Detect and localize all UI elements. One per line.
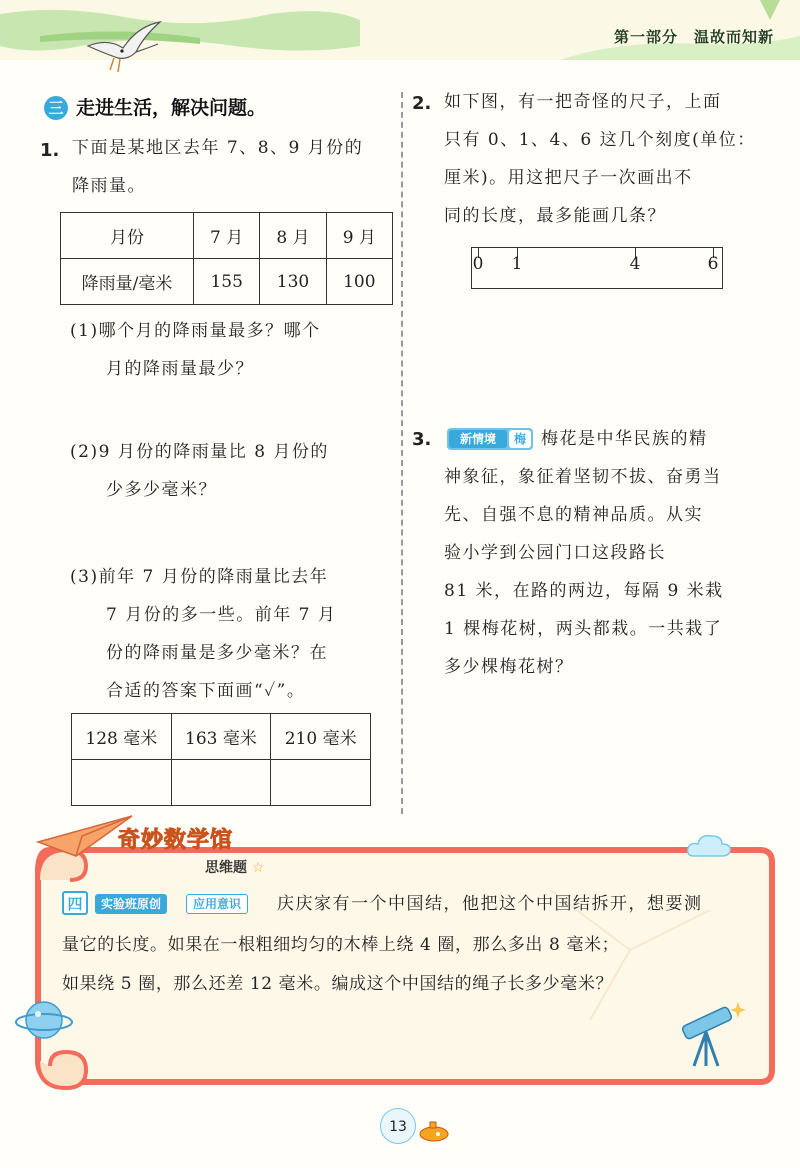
answer-cell[interactable] — [271, 760, 371, 806]
ruler-mark-label: 0 — [472, 254, 484, 274]
text-line: (2)9 月份的降雨量比 8 月份的 — [70, 442, 329, 462]
table-row — [61, 259, 393, 305]
header-part: 第一部分 — [613, 28, 678, 46]
answer-option: 128 毫米 — [72, 714, 172, 760]
tag-original: 实验班原创 — [95, 894, 167, 914]
text-line: 神象征，象征着坚韧不拔、奋勇当 — [444, 467, 722, 487]
star-icon: ☆ — [251, 860, 265, 876]
rainfall-table — [60, 212, 393, 305]
answer-table — [71, 713, 371, 806]
badge-sub-label: 梅 — [509, 430, 531, 448]
text-line: 同的长度，最多能画几条？ — [444, 206, 666, 226]
banner-subtitle — [205, 857, 264, 877]
answer-cell[interactable] — [171, 760, 271, 806]
answer-option: 163 毫米 — [171, 714, 271, 760]
text-line: 如下图，有一把奇怪的尺子，上面 — [444, 92, 722, 112]
question-3-text — [444, 458, 724, 686]
text-line: 验小学到公园门口这段路长 — [444, 543, 666, 563]
question-2-text — [444, 83, 756, 235]
text-line: 月的降雨量最少？ — [106, 359, 254, 379]
ruler-mark-label: 1 — [511, 254, 523, 274]
telescope-icon — [672, 998, 752, 1068]
text-line: 1 棵梅花树，两头都栽。一共栽了 — [444, 619, 723, 639]
table-cell: 130 — [260, 259, 326, 305]
header-section: 温故而知新 — [693, 28, 774, 46]
text-line: (3)前年 7 月份的降雨量比去年 — [70, 567, 329, 587]
table-cell: 100 — [326, 259, 392, 305]
ruler-mark-label: 4 — [629, 254, 641, 274]
table-header-cell: 7 月 — [194, 213, 260, 259]
text-line: 份的降雨量是多少毫米？在 — [106, 643, 328, 663]
seagull-icon — [78, 18, 168, 78]
page-number: 13 — [380, 1108, 416, 1144]
text-line: 81 米，在路的两边，每隔 9 米栽 — [444, 581, 724, 601]
section-badge: 四 — [62, 891, 88, 915]
new-context-badge — [447, 428, 533, 450]
table-header-cell: 8 月 — [260, 213, 326, 259]
text-line: 少多少毫米？ — [106, 480, 217, 500]
question-1-part-1 — [70, 312, 321, 388]
tag-application: 应用意识 — [186, 894, 248, 914]
text-line: 7 月份的多一些。前年 7 月 — [106, 605, 337, 625]
question-2-number: 2. — [412, 93, 432, 114]
table-header-row — [61, 213, 393, 259]
section-badge: 三 — [44, 96, 68, 120]
answer-cell[interactable] — [72, 760, 172, 806]
table-cell: 155 — [194, 259, 260, 305]
ruler — [471, 247, 723, 289]
ruler-mark-label: 6 — [707, 254, 719, 274]
text-line: 降雨量。 — [72, 176, 146, 196]
question-1-part-2 — [70, 433, 329, 509]
question-1-part-3 — [70, 558, 336, 710]
text-line: 量它的长度。如果在一根粗细均匀的木棒上绕 4 圈，那么多出 8 毫米； — [62, 935, 620, 955]
text-line: 只有 0、1、4、6 这几个刻度(单位： — [444, 130, 756, 150]
text-line: 多少棵梅花树？ — [444, 657, 574, 677]
text-line: 梅花是中华民族的精 — [541, 429, 708, 449]
text-line: (1)哪个月的降雨量最多？哪个 — [70, 321, 321, 341]
text-line: 先、自强不息的精神品质。从实 — [444, 505, 703, 525]
question-1-number: 1. — [40, 140, 60, 161]
table-header-cell: 月份 — [61, 213, 194, 259]
section-title: 走进生活，解决问题。 — [76, 97, 267, 119]
banner-subtitle-text: 思维题 — [205, 860, 247, 876]
table-header-row — [72, 714, 371, 760]
table-cell: 降雨量/毫米 — [61, 259, 194, 305]
text-line: 庆庆家有一个中国结，他把这个中国结拆开，想要测 — [277, 894, 703, 914]
question-1-intro — [72, 129, 363, 205]
banner-title: 奇妙数学馆 — [118, 828, 234, 853]
submarine-icon — [414, 1118, 450, 1144]
text-line: 如果绕 5 圈，那么还差 12 毫米。编成这个中国结的绳子长多少毫米？ — [62, 974, 614, 994]
answer-option: 210 毫米 — [271, 714, 371, 760]
table-header-cell: 9 月 — [326, 213, 392, 259]
text-line: 合适的答案下面画“✓”。 — [106, 681, 306, 701]
cloud-icon — [686, 832, 732, 860]
header-title — [598, 26, 774, 47]
table-row — [72, 760, 371, 806]
text-line: 厘米)。用这把尺子一次画出不 — [444, 168, 693, 188]
badge-label: 新情境 — [449, 430, 507, 448]
column-divider — [401, 92, 403, 814]
text-line: 下面是某地区去年 7、8、9 月份的 — [72, 138, 364, 158]
question-3-number: 3. — [412, 429, 432, 450]
